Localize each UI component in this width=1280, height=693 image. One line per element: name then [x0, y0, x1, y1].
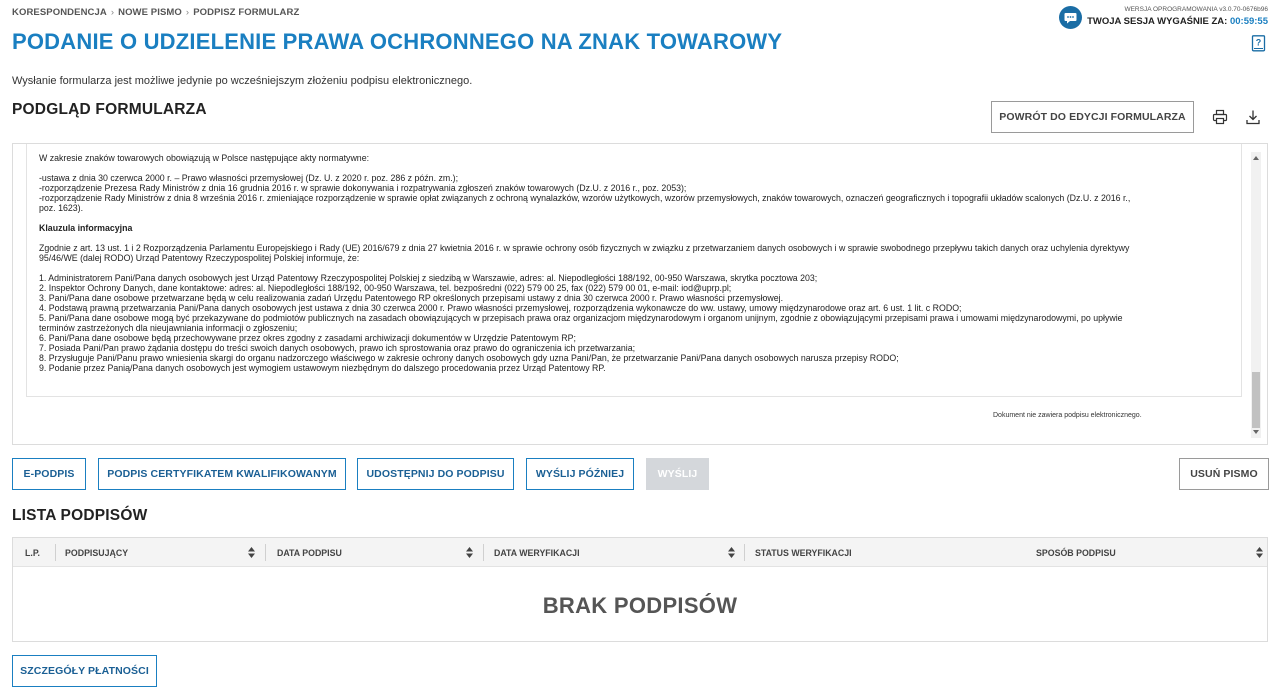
send-later-button[interactable]: WYŚLIJ PÓŹNIEJ [526, 458, 634, 490]
svg-text:?: ? [1255, 37, 1262, 48]
chat-button[interactable] [1059, 6, 1082, 29]
doc-line: poz. 1623). [39, 203, 84, 213]
document-viewer[interactable] [26, 144, 1242, 397]
column-divider [744, 544, 745, 561]
column-divider [265, 544, 266, 561]
column-label: PODPISUJĄCY [65, 547, 129, 558]
send-button[interactable]: WYŚLIJ [646, 458, 709, 490]
document-text [39, 153, 1231, 373]
column-header-signer[interactable] [65, 538, 265, 567]
session-label: TWOJA SESJA WYGAŚNIE ZA: [1087, 16, 1228, 27]
doc-line: -rozporządzenie Prezesa Rady Ministrów z dnia 16 grudnia 2016 r. w sprawie dokonywania i rozpatrywania zgłoszeń znaków towarowych (Dz.U. z 2016 r., poz. 2053); [39, 183, 687, 193]
doc-line: terminów zastrzeżonych dla nieujawniania informacji o zgłoszeniu; [39, 323, 298, 333]
scroll-down-arrow-icon[interactable] [1251, 426, 1261, 438]
preview-section-title: PODGLĄD FORMULARZA [12, 101, 207, 118]
signature-table [12, 537, 1268, 642]
column-header-verification-date[interactable] [494, 538, 744, 567]
column-label: DATA PODPISU [277, 547, 342, 558]
column-label: SPOSÓB PODPISU [1036, 547, 1116, 558]
column-header-lp [25, 538, 65, 567]
signature-list-title: LISTA PODPISÓW [12, 507, 148, 524]
doc-line: 8. Przysługuje Pani/Panu prawo wniesienia skargi do organu nadzorczego właściwego w zakresie ochrony danych osobowych gdy uzna Pani/Pan, że przetwarzanie Pani/Pana danych osobowych narusza przepisy RODO; [39, 353, 899, 363]
doc-line: 2. Inspektor Ochrony Danych, dane kontaktowe: adres: al. Niepodległości 188/192, 00-950 Warszawa, tel. bezpośredni (022) 579 00 25, fax (022) 579 00 01, e-mail: iod@uprp.pl; [39, 283, 732, 293]
signature-required-info: Wysłanie formularza jest możliwe jedynie po wcześniejszym złożeniu podpisu elektronicznego. [12, 75, 473, 87]
chat-bubble-icon [1064, 12, 1077, 24]
no-signatures-message: BRAK PODPISÓW [542, 593, 738, 618]
breadcrumb-current: PODPISZ FORMULARZ [193, 7, 300, 18]
scroll-up-arrow-icon[interactable] [1251, 152, 1261, 164]
software-version: WERSJA OPROGRAMOWANIA v3.0.70-0676b96 [1124, 6, 1268, 13]
doc-line: 6. Pani/Pana dane osobowe będą przechowywane przez okres zgodny z zasadami archiwizacji dokumentów w Urzędzie Patentowym RP; [39, 333, 576, 343]
doc-line: 95/46/WE (dalej RODO) Urząd Patentowy Rzeczypospolitej Polskiej informuje, że: [39, 253, 360, 263]
qualified-certificate-sign-button[interactable]: PODPIS CERTYFIKATEM KWALIFIKOWANYM [98, 458, 346, 490]
column-label: DATA WERYFIKACJI [494, 547, 580, 558]
sort-icon[interactable] [728, 547, 735, 558]
no-signature-note: Dokument nie zawiera podpisu elektronicznego. [993, 412, 1142, 419]
column-label: L.P. [25, 547, 40, 558]
doc-line: 7. Posiada Pani/Pan prawo żądania dostępu do treści swoich danych osobowych, prawo ich sprostowania oraz prawo do ograniczenia ich przetwarzania; [39, 343, 636, 353]
breadcrumb-separator: › [185, 7, 190, 18]
doc-line: -rozporządzenie Rady Ministrów z dnia 8 września 2016 r. zmieniające rozporządzenie w sprawie opłat związanych z ochroną wynalazków, wzorów użytkowych, wzorów przemysłowych, znaków towarowych, oznaczeń geograficznych i topografii układów scalonych (Dz.U. z 2016 r., [39, 193, 1131, 203]
breadcrumb-nowe-pismo[interactable]: NOWE PISMO [118, 7, 182, 18]
table-header [13, 538, 1267, 567]
session-time: 00:59:55 [1229, 16, 1268, 27]
printer-icon[interactable] [1212, 109, 1228, 125]
page-title: PODANIE O UDZIELENIE PRAWA OCHRONNEGO NA ZNAK TOWAROWY [12, 29, 783, 54]
doc-line: Zgodnie z art. 13 ust. 1 i 2 Rozporządzenia Parlamentu Europejskiego i Rady (UE) 2016/679 z dnia 27 kwietnia 2016 r. w sprawie ochrony osób fizycznych w związku z przetwarzaniem danych osobowych i w sprawie swobodnego przepływu takich danych oraz uchylenia dyrektywy [39, 243, 1130, 253]
column-label: STATUS WERYFIKACJI [755, 547, 852, 558]
doc-line: -ustawa z dnia 30 czerwca 2000 r. – Prawo własności przemysłowej (Dz. U. z 2020 r. poz. 286 z późn. zm.); [39, 173, 459, 183]
delete-letter-button[interactable]: USUŃ PISMO [1179, 458, 1269, 490]
doc-line: 1. Administratorem Pani/Pana danych osobowych jest Urząd Patentowy Rzeczypospolitej Polskiej z siedzibą w Warszawie, adres: al. Niepodległości 188/192, 00-950 Warszawa, skrytka pocztowa 203; [39, 273, 818, 283]
column-header-signature-method[interactable] [1036, 538, 1262, 567]
doc-line: 5. Pani/Pana dane osobowe mogą być przekazywane do podmiotów publicznych na zasadach obowiązujących w przepisach prawa oraz organizacjom międzynarodowym i organom unijnym, zgodnie z obowiązującymi przepisami prawa i umowami międzynarodowymi, po upływie [39, 313, 1123, 323]
column-divider [483, 544, 484, 561]
scrollbar-thumb[interactable] [1252, 372, 1260, 428]
column-header-sign-date[interactable] [277, 538, 483, 567]
doc-line: W zakresie znaków towarowych obowiązują w Polsce następujące akty normatywne: [39, 153, 370, 163]
clause-title: Klauzula informacyjna [39, 223, 133, 233]
back-to-edit-button[interactable]: POWRÓT DO EDYCJI FORMULARZA [991, 101, 1194, 133]
column-divider [55, 544, 56, 561]
column-header-verification-status[interactable] [755, 538, 1025, 567]
sort-icon[interactable] [248, 547, 255, 558]
sort-icon[interactable] [466, 547, 473, 558]
doc-line: 3. Pani/Pana dane osobowe przetwarzane będą w celu realizowania zadań Urzędu Patentowego RP określonych przepisami ustawy z dnia 30 czerwca 2000 r. Prawo własności przemysłowej. [39, 293, 784, 303]
form-preview [12, 143, 1268, 445]
preview-scrollbar[interactable] [1251, 152, 1261, 438]
session-timer [1087, 16, 1268, 27]
doc-line: 4. Podstawą prawną przetwarzania Pani/Pana danych osobowych jest ustawa z dnia 30 czerwca 2000 r. Prawo własności przemysłowej, rozporządzenia wykonawcze do ww. ustawy, umowy międzynarodowe oraz art. 6 ust. 1 lit. c RODO; [39, 303, 962, 313]
breadcrumb-korespondencja[interactable]: KORESPONDENCJA [12, 7, 107, 18]
share-for-signature-button[interactable]: UDOSTĘPNIJ DO PODPISU [357, 458, 514, 490]
breadcrumb-separator: › [110, 7, 115, 18]
doc-line: 9. Podanie przez Panią/Pana danych osobowych jest wymogiem ustawowym niezbędnym do dalszego procedowania przez Urząd Patentowy RP. [39, 363, 606, 373]
payment-details-button[interactable]: SZCZEGÓŁY PŁATNOŚCI [12, 655, 157, 687]
e-podpis-button[interactable]: E-PODPIS [12, 458, 86, 490]
help-book-icon[interactable] [1251, 35, 1266, 52]
download-icon[interactable] [1245, 109, 1261, 125]
breadcrumb [12, 7, 299, 18]
sort-icon[interactable] [1256, 547, 1263, 558]
